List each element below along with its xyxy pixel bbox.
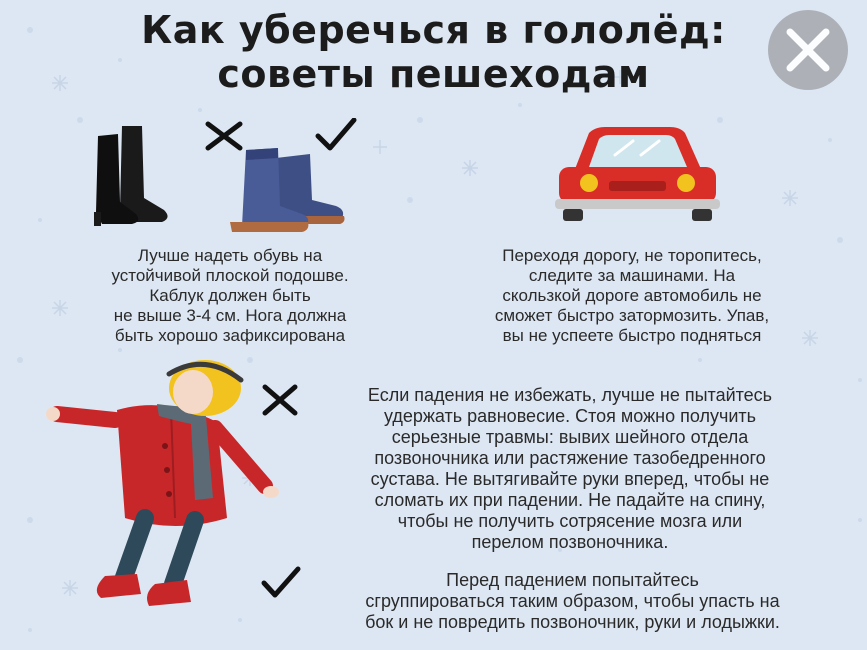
text-line: серьезные травмы: вывих шейного отдела (391, 427, 749, 447)
text-line: чтобы не получить сотрясение мозга или (397, 511, 743, 531)
text-line: быть хорошо зафиксирована (114, 326, 346, 345)
close-button[interactable] (768, 10, 848, 90)
text-line: сустава. Не вытягивайте руки вперед, чтобы не (370, 469, 770, 489)
title-line-1: Как уберечься в гололёд: (141, 8, 726, 52)
check-mark-icon (260, 565, 302, 601)
text-line: не выше 3-4 см. Нога должна (113, 306, 347, 325)
boots-illustration (80, 118, 370, 238)
text-line: скользкой дороге автомобиль не (502, 286, 762, 305)
text-line: сгруппироваться таким образом, чтобы упасть на (365, 591, 780, 611)
text-line: позвоночника или растяжение тазобедренного (374, 448, 766, 468)
flat-boots (230, 148, 345, 232)
page-title (0, 8, 867, 96)
text-line: удержать равновесие. Стоя можно получить (383, 406, 757, 426)
road-tip-text (432, 246, 832, 346)
text-line: перелом позвоночника. (471, 532, 669, 552)
shoes-tip-text (40, 246, 420, 346)
text-line: Лучше надеть обувь на (137, 246, 323, 265)
text-line: сможет быстро затормозить. Упав, (494, 306, 770, 325)
text-line: устойчивой плоской подошве. (111, 266, 349, 285)
cross-mark-icon (208, 124, 240, 148)
falling-person-illustration (45, 358, 285, 620)
check-mark-icon (318, 120, 354, 148)
text-line: сломать их при падении. Не падайте на спину, (374, 490, 766, 510)
text-line: вы не успеете быстро подняться (502, 326, 762, 345)
car-illustration (555, 125, 720, 223)
cross-mark-icon (260, 383, 300, 417)
close-icon (768, 10, 848, 90)
title-line-2: советы пешеходам (217, 52, 650, 96)
text-line: Если падения не избежать, лучше не пытайтесь (367, 385, 773, 405)
balance-tip-text (300, 385, 840, 553)
text-line: бок и не повредить позвоночник, руки и лодыжки. (365, 612, 780, 632)
text-line: Перед падением попытайтесь (446, 570, 699, 590)
text-line: Каблук должен быть (149, 286, 311, 305)
high-heel-boots (94, 126, 168, 226)
text-line: следите за машинами. На (528, 266, 736, 285)
group-tip-text (300, 570, 845, 633)
text-line: Переходя дорогу, не торопитесь, (502, 246, 762, 265)
